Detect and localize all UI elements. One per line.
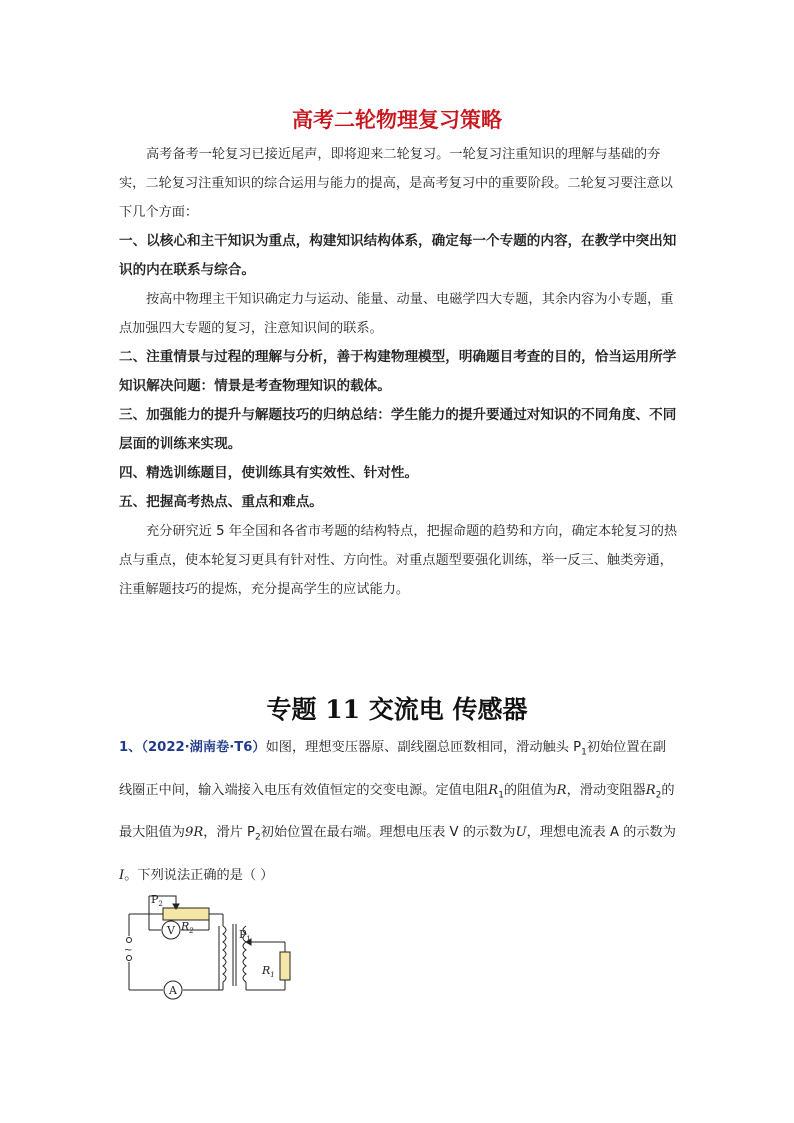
strategy-point-1: 一、以核心和主干知识为重点，构建知识结构体系，确定每一个专题的内容，在教学中突出知识的内在联系与综合。 <box>119 233 677 278</box>
label-r1: $R_1$ <box>262 964 275 979</box>
p1-subscript: 1 <box>581 747 587 758</box>
question-text-c: 的阻值为 <box>503 782 557 798</box>
strategy-point-2: 二、注重情景与过程的理解与分析，善于构建物理模型，明确题目考查的目的，恰当运用所学知识解决问题：情景是考查物理知识的载体。 <box>119 349 677 394</box>
question-text-b: 初始位置在副线圈正中间，输入端接入电压有效值恒定的交变电源。定值电阻 <box>119 740 666 798</box>
strategy-point-3: 三、加强能力的提升与解题技巧的归纳总结：学生能力的提升要通过对知识的不同角度、不同层面的训练来实现。 <box>119 407 677 452</box>
topic-title: 专题 11 交流电 传感器 <box>266 695 528 724</box>
question-text-a: 如图，理想变压器原、副线圈总匝数相同，滑动触头 P <box>265 740 582 755</box>
label-p1: $P_1$ <box>239 928 251 943</box>
input-terminal-top <box>127 938 132 943</box>
r-symbol: R <box>556 782 567 798</box>
i-symbol: I <box>119 867 125 883</box>
question-text-e: 的最大阻值为 <box>119 782 675 841</box>
question-text-g: 初始位置在最右端。理想电压表 V 的示数为 <box>260 825 516 841</box>
r1-subscript: 1 <box>498 790 504 801</box>
u-symbol: U <box>515 825 527 841</box>
question-text-h: ，理想电流表 A 的示数为 <box>526 825 676 841</box>
r1-symbol: R <box>488 782 499 798</box>
r2-symbol: R <box>645 782 656 798</box>
strategy-point-5-detail: 充分研究近 5 年全国和各省市考题的结构特点，把握命题的趋势和方向，确定本轮复习的热点与重点，使本轮复习更具有针对性、方向性。对重点题型要强化训练，举一反三、触类旁通，注重解题技巧的提炼，充分提高学生的应试能力。 <box>119 524 678 597</box>
question-number: 1、 <box>119 740 142 755</box>
r2-max-value: 9R <box>184 825 204 841</box>
strategy-point-4: 四、精选训练题目，使训练具有实效性、针对性。 <box>119 465 419 481</box>
label-p2: $P_2$ <box>151 893 163 908</box>
strategy-title: 高考二轮物理复习策略 <box>292 108 502 132</box>
input-terminal-bottom <box>127 956 132 961</box>
r2-subscript: 2 <box>655 790 662 801</box>
strategy-point-5: 五、把握高考热点、重点和难点。 <box>119 494 323 510</box>
ammeter-label: A <box>169 984 177 997</box>
question-source: （2022·湖南卷·T6） <box>141 740 266 755</box>
strategy-intro: 高考备考一轮复习已接近尾声，即将迎来二轮复习。一轮复习注重知识的理解与基础的夯实，二轮复习注重知识的综合运用与能力的提高，是高考复习中的重要阶段。二轮复习要注意以下几个方面： <box>119 147 673 220</box>
transformer-circuit-diagram <box>119 890 309 1002</box>
ac-source-symbol: ~ <box>124 945 133 956</box>
voltmeter-label: V <box>167 924 175 937</box>
question-text-f: ，滑片 P <box>203 825 255 841</box>
question-text-d: ，滑动变阻器 <box>566 782 646 798</box>
rheostat-r2 <box>163 908 209 920</box>
resistor-r1 <box>280 952 290 980</box>
p2-subscript: 2 <box>254 832 261 843</box>
question-1 <box>119 729 679 894</box>
question-text-i: 。下列说法正确的是（ ） <box>124 867 274 883</box>
strategy-point-1-detail: 按高中物理主干知识确定力与运动、能量、动量、电磁学四大专题，其余内容为小专题，重点加强四大专题的复习，注意知识间的联系。 <box>119 292 674 336</box>
label-r2: $R_2$ <box>181 920 194 935</box>
